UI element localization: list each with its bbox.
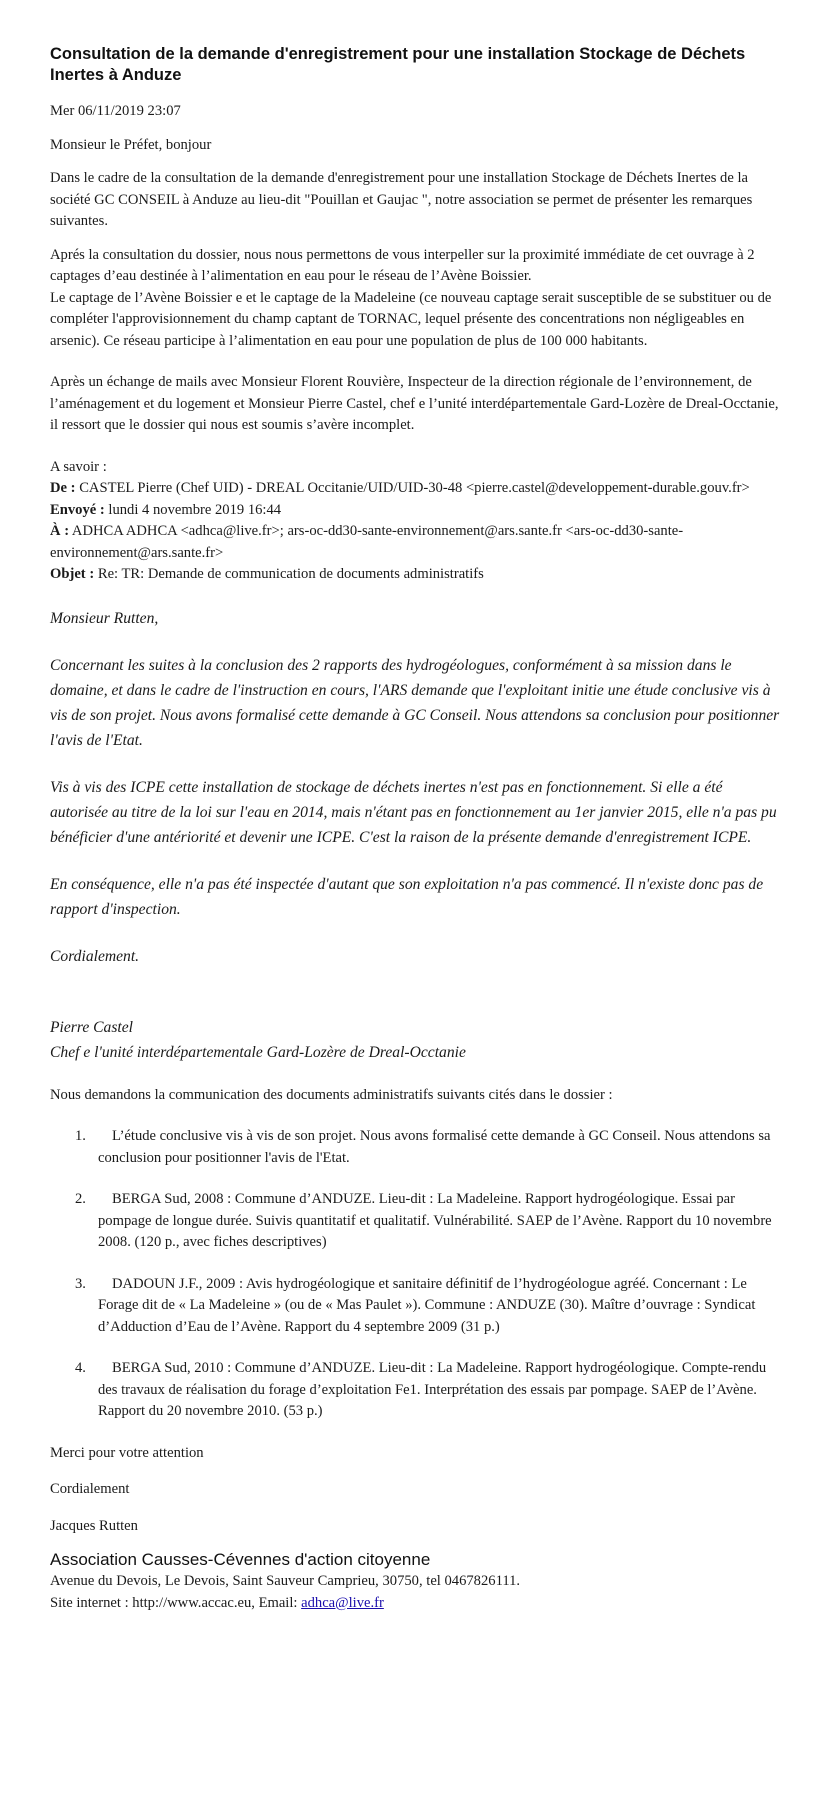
list-item-text: L’étude conclusive vis à vis de son projet. Nous avons formalisé cette demande à GC Conseil. Nous attendons sa conclusion pour positionner l'avis de l'Etat. bbox=[98, 1128, 771, 1166]
request-intro: Nous demandons la communication des documents administratifs suivants cités dans le dossier : bbox=[50, 1086, 613, 1103]
email-to-value: ADHCA ADHCA <adhca@live.fr>; ars-oc-dd30-sante-environnement@ars.sante.fr <ars-oc-dd30-sante-environnement@ars.sante.fr> bbox=[50, 523, 684, 561]
list-item-number: 2. bbox=[75, 1191, 86, 1207]
document-page bbox=[50, 44, 780, 1614]
quoted-email bbox=[50, 606, 780, 1065]
list-item-text: BERGA Sud, 2008 : Commune d’ANDUZE. Lieu-dit : La Madeleine. Rapport hydrogéologique. Essai par pompage de longue durée. Suivis quantitatif et qualitatif. Vulnérabilité. SAEP de l’Avène. Rapport du 10 novembre 2008. (120 p., avec fiches descriptives) bbox=[98, 1191, 772, 1250]
list-item bbox=[50, 1189, 780, 1254]
quote-salutation: Monsieur Rutten, bbox=[50, 609, 159, 627]
email-subject-label: Objet : bbox=[50, 566, 95, 582]
paragraph-intro: Dans le cadre de la consultation de la demande d'enregistrement pour une installation Stockage de Déchets Inertes de la société GC CONSEIL à Anduze au lieu-dit "Pouillan et Gaujac ", notre association se permet de présenter les remarques suivantes. bbox=[50, 170, 753, 229]
footer bbox=[50, 1549, 780, 1614]
signature-name: Jacques Rutten bbox=[50, 1517, 138, 1534]
email-from bbox=[50, 478, 780, 500]
list-item bbox=[50, 1358, 780, 1423]
email-from-label: De : bbox=[50, 480, 76, 496]
email-intro: A savoir : bbox=[50, 458, 107, 475]
list-item-number: 4. bbox=[75, 1360, 86, 1376]
quote-paragraph-3: En conséquence, elle n'a pas été inspectée d'autant que son exploitation n'a pas commencé. Il n'existe donc pas de rapport d'inspection. bbox=[50, 875, 764, 918]
list-item-text: BERGA Sud, 2010 : Commune d’ANDUZE. Lieu-dit : La Madeleine. Rapport hydrogéologique. Compte-rendu des travaux de réalisation du forage d’exploitation Fe1. Interprétation des essais par pompage. SAEP de l’Avène. Rapport du 20 novembre 2010. (53 p.) bbox=[98, 1360, 767, 1419]
quote-signature-title: Chef e l'unité interdépartementale Gard-Lozère de Dreal-Occtanie bbox=[50, 1043, 466, 1061]
paragraph-exchange: Après un échange de mails avec Monsieur Florent Rouvière, Inspecteur de la direction régionale de l’environnement, de l’aménagement et du logement et Monsieur Pierre Castel, chef e l’unité interdépartementale Gard-Lozère de Dreal-Occtanie, il ressort que le dossier qui nous est soumis s’avère incomplet. bbox=[50, 374, 779, 433]
greeting: Monsieur le Préfet, bonjour bbox=[50, 136, 212, 153]
document-list bbox=[50, 1126, 780, 1423]
document-title: Consultation de la demande d'enregistrement pour une installation Stockage de Déchets Inertes à Anduze bbox=[50, 45, 746, 84]
list-item bbox=[50, 1126, 780, 1169]
email-to bbox=[50, 521, 780, 564]
quote-closing: Cordialement. bbox=[50, 947, 140, 965]
email-to-label: À : bbox=[50, 523, 70, 539]
email-headers bbox=[50, 457, 780, 586]
paragraph-captages: Le captage de l’Avène Boissier e et le captage de la Madeleine (ce nouveau captage serait susceptible de se substituer ou de compléter l'approvisionnement du champ captant de TORNAC, lequel présente des concentrations non négligeables en arsenic). Ce réseau participe à l’alimentation en eau pour une population de plus de 100 000 habitants. bbox=[50, 289, 772, 349]
association-name: Association Causses-Cévennes d'action citoyenne bbox=[50, 1550, 431, 1569]
list-item bbox=[50, 1274, 780, 1339]
quote-paragraph-1: Concernant les suites à la conclusion des 2 rapports des hydrogéologues, conformément à sa mission dans le domaine, et dans le cadre de l'instruction en cours, l'ARS demande que l'exploitant initie une étude conclusive vis à vis de son projet. Nous avons formalisé cette demande à GC Conseil. Nous attendons sa conclusion pour positionner l'avis de l'Etat. bbox=[50, 656, 780, 749]
email-from-value: CASTEL Pierre (Chef UID) - DREAL Occitanie/UID/UID-30-48 <pierre.castel@developpement-durable.gouv.fr> bbox=[79, 480, 750, 496]
quote-signature-name: Pierre Castel bbox=[50, 1018, 134, 1036]
list-item-text: DADOUN J.F., 2009 : Avis hydrogéologique et sanitaire définitif de l’hydrogéologue agréé. Concernant : Le Forage dit de « La Madeleine » (ou de « Mas Paulet »). Commune : ANDUZE (30). Maître d’ouvrage : Syndicat d’Adduction d’Eau de l’Avène. Rapport du 4 septembre 2009 (31 p.) bbox=[98, 1275, 756, 1335]
thanks-line: Merci pour votre attention bbox=[50, 1444, 204, 1461]
email-subject-value: Re: TR: Demande de communication de documents administratifs bbox=[97, 566, 484, 582]
closing-line: Cordialement bbox=[50, 1481, 130, 1497]
email-subject bbox=[50, 564, 780, 586]
message-date: Mer 06/11/2019 23:07 bbox=[50, 103, 181, 119]
email-sent-value: lundi 4 novembre 2019 16:44 bbox=[108, 501, 282, 518]
quote-paragraph-2: Vis à vis des ICPE cette installation de stockage de déchets inertes n'est pas en fonctionnement. Si elle a été autorisée au titre de la loi sur l'eau en 2014, mais n'étant pas en fonctionnement au 1er janvier 2015, elle n'a pas pu bénéficier d'une antériorité et devenir une ICPE. C'est la raison de la présente demande d'enregistrement ICPE. bbox=[50, 778, 777, 846]
list-item-number: 1. bbox=[75, 1128, 86, 1144]
association-contact bbox=[50, 1593, 780, 1615]
email-sent bbox=[50, 500, 780, 522]
association-address: Avenue du Devois, Le Devois, Saint Sauveur Camprieu, 30750, tel 0467826111. bbox=[50, 1573, 521, 1589]
email-sent-label: Envoyé : bbox=[50, 501, 105, 518]
site-text: Site internet : http://www.accac.eu, Email: bbox=[50, 1594, 302, 1611]
list-item-number: 3. bbox=[75, 1275, 86, 1292]
paragraph-proximity: Aprés la consultation du dossier, nous nous permettons de vous interpeller sur la proximité immédiate de cet ouvrage à 2 captages d’eau destinée à l’alimentation en eau pour le réseau de l’Avène Boissier. bbox=[50, 246, 755, 284]
email-link[interactable]: adhca@live.fr bbox=[301, 1594, 384, 1611]
